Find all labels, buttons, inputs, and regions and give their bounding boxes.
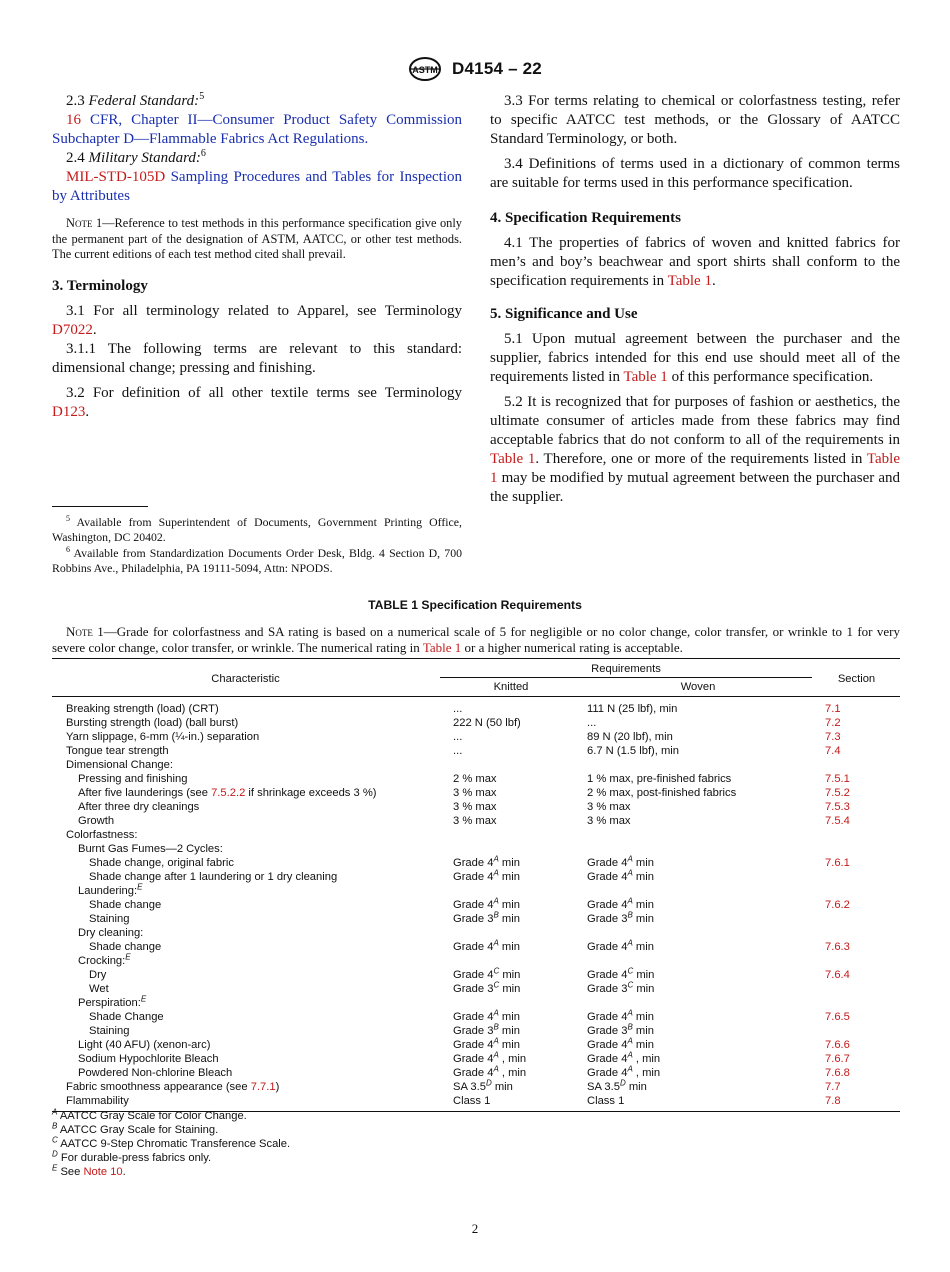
section-3-1: 3.1 For all terminology related to Apparel, see Terminology D7022.	[52, 302, 462, 338]
footnotes	[52, 506, 462, 577]
section-3-2: 3.2 For definition of all other textile terms see Terminology D123.	[52, 384, 462, 420]
cfr-title-link[interactable]: CFR, Chapter II—Consumer Product Safety Commission Subchapter D—Flammable Fabrics Act Regulations.	[52, 112, 463, 147]
left-column	[52, 92, 462, 422]
section-link[interactable]: 7.6.8	[825, 1067, 850, 1079]
table-row: Sodium Hypochlorite Bleach Grade $4^A$ , min Grade $4^A$ , min 7.6.7	[78, 1050, 850, 1065]
table-row: After five launderings (see 7.5.2.2 if shrinkage exceeds 3 %) 3 % max 2 % max, post-finished fabrics 7.5.2	[78, 787, 850, 799]
section-link[interactable]: 7.4	[825, 745, 841, 757]
table-row: Tongue tear strength ... 6.7 N (1.5 lbf), min 7.4	[66, 745, 841, 757]
d7022-link[interactable]: D7022	[52, 321, 93, 338]
header-knitted: Knitted	[439, 679, 583, 697]
table-row: Flammability Class 1 Class 1 7.8	[52, 1094, 900, 1112]
right-column	[490, 92, 900, 507]
table-footnote-b: $^B$ AATCC Gray Scale for Staining.	[52, 1121, 219, 1136]
section-link[interactable]: 7.5.2.2	[211, 787, 246, 799]
table-1-link[interactable]: Table 1	[667, 273, 712, 289]
table-row: Breaking strength (load) (CRT) ... 111 N (25 lbf), min 7.1	[66, 703, 841, 715]
table-row: Perspiration:$^E$	[78, 994, 147, 1009]
table-row: Pressing and finishing 2 % max 1 % max, pre-finished fabrics 7.5.1	[78, 773, 850, 785]
section-link[interactable]: 7.7.1	[250, 1081, 276, 1093]
table-row: Fabric smoothness appearance (see 7.7.1) SA $3.5^D$ min SA $3.5^D$ min 7.7	[66, 1078, 841, 1093]
document-id: D4154 – 22	[452, 59, 542, 78]
section-link[interactable]: 7.7	[825, 1081, 841, 1093]
table-row: Shade change Grade $4^A$ min Grade $4^A$ min 7.6.2	[89, 896, 850, 911]
table-row: Colorfastness:	[66, 829, 138, 841]
section-2-4-heading: 2.4 Military Standard:$^6$	[66, 148, 206, 166]
table-row: Dimensional Change:	[66, 759, 173, 771]
header-characteristic: Characteristic	[52, 659, 439, 697]
note-10-link[interactable]: Note 10	[83, 1166, 123, 1178]
d123-link[interactable]: D123	[52, 403, 86, 420]
table-row: Burnt Gas Fumes—2 Cycles:	[78, 843, 223, 855]
table-row: Growth 3 % max 3 % max 7.5.4	[78, 815, 850, 827]
mil-std-title-link[interactable]: Sampling Procedures and Tables for Inspection by Attributes	[52, 169, 462, 204]
section-5-1: 5.1 Upon mutual agreement between the purchaser and the supplier, fabrics intended for this end use should meet all of the requirements listed in Table 1 of this performance specification.	[490, 331, 900, 385]
section-2-3-heading: 2.3 Federal Standard:$^5$	[66, 91, 205, 109]
section-link[interactable]: 7.5.2	[825, 787, 850, 799]
section-link[interactable]: 7.5.3	[825, 801, 850, 813]
table-row: Powdered Non-chlorine Bleach Grade $4^A$ , min Grade $4^A$ , min 7.6.8	[78, 1064, 850, 1079]
section-link[interactable]: 7.3	[825, 731, 841, 743]
header-section: Section	[813, 659, 900, 697]
table-row: Dry Grade $4^C$ min Grade $4^C$ min 7.6.4	[89, 966, 850, 981]
table-row: Staining Grade $3^B$ min Grade $3^B$ min	[89, 910, 654, 925]
table-1-link[interactable]: Table 1	[490, 451, 900, 486]
section-4-heading: 4. Specification Requirements	[490, 210, 681, 226]
mil-std-reference	[52, 168, 462, 206]
note-1: Note 1—Reference to test methods in this performance specification give only the permanent part of the designation of ASTM, AATCC, or other test methods. The current editions of each test method cited shall prevail.	[52, 216, 462, 262]
section-link[interactable]: 7.6.7	[825, 1053, 850, 1065]
table-row: Shade Change Grade $4^A$ min Grade $4^A$ min 7.6.5	[89, 1008, 850, 1023]
table-footnotes	[52, 1109, 290, 1179]
table-row: Yarn slippage, 6-mm (¼-in.) separation ... 89 N (20 lbf), min 7.3	[66, 731, 841, 743]
section-link[interactable]: 7.8	[825, 1095, 841, 1107]
table-row: Bursting strength (load) (ball burst) 222 N (50 lbf) ... 7.2	[66, 717, 841, 729]
specification-table	[52, 658, 900, 1112]
section-link[interactable]: 7.6.1	[825, 857, 850, 869]
section-5-heading: 5. Significance and Use	[490, 306, 638, 322]
table-row: Staining Grade $3^B$ min Grade $3^B$ min	[89, 1022, 654, 1037]
section-link[interactable]: 7.6.3	[825, 941, 850, 953]
mil-std-code-link[interactable]: MIL-STD-105D	[66, 169, 166, 185]
section-3-heading: 3. Terminology	[52, 277, 148, 294]
section-link[interactable]: 7.1	[825, 703, 841, 715]
section-link[interactable]: 7.5.1	[825, 773, 850, 785]
table-row: Laundering:$^E$	[78, 882, 143, 897]
table-footnote-e: $^E$ See Note 10.	[52, 1163, 126, 1178]
table-row: Shade change, original fabric Grade $4^A$ min Grade $4^A$ min 7.6.1	[89, 854, 850, 869]
table-footnote-a: $^A$ AATCC Gray Scale for Color Change.	[52, 1107, 247, 1122]
table-row: Dry cleaning:	[78, 927, 144, 939]
section-link[interactable]: 7.6.6	[825, 1039, 850, 1051]
footnote-5: $^5$ Available from Superintendent of Documents, Government Printing Office, Washington, DC 20402.	[52, 514, 462, 544]
section-3-3: 3.3 For terms relating to chemical or colorfastness testing, refer to specific AATCC test methods, or the Glossary of AATCC Standard Terminology, or both.	[490, 93, 900, 147]
table-title: TABLE 1 Specification Requirements	[368, 598, 582, 612]
table-1-link[interactable]: Table 1	[490, 451, 536, 467]
table-row: After three dry cleanings 3 % max 3 % max 7.5.3	[78, 801, 850, 813]
table-row: Light (40 AFU) (xenon-arc) Grade $4^A$ min Grade $4^A$ min 7.6.6	[78, 1036, 850, 1051]
section-link[interactable]: 7.5.4	[825, 815, 850, 827]
table-footnote-c: $^C$ AATCC 9-Step Chromatic Transference Scale.	[52, 1135, 291, 1150]
table-row: Crocking:$^E$	[78, 952, 131, 967]
cfr-code-link[interactable]: 16	[66, 112, 81, 128]
section-link[interactable]: 7.6.4	[825, 969, 850, 981]
section-3-1-1: 3.1.1 The following terms are relevant to this standard: dimensional change; pressing and finishing.	[52, 340, 462, 376]
header-woven: Woven	[583, 679, 813, 697]
cfr-reference	[52, 111, 462, 149]
svg-text:ASTM: ASTM	[412, 65, 438, 75]
section-3-4: 3.4 Definitions of terms used in a dictionary of common terms are suitable for terms used in this performance specification.	[490, 156, 900, 191]
table-row: Shade change Grade $4^A$ min Grade $4^A$ min 7.6.3	[89, 938, 850, 953]
section-5-2: 5.2 It is recognized that for purposes of fashion or aesthetics, the ultimate consumer of articles made from these fabrics may find acceptable fabrics that do not conform to all of the requirements in Table 1. Therefore, one or more of the requirements listed in Table 1 may be modified by mutual agreement between the purchaser and the supplier.	[490, 394, 900, 505]
table-note: Note 1—Grade for colorfastness and SA rating is based on a numerical scale of 5 for negligible or no color change, color transfer, or wrinkle to 1 for very severe color change, color transfer, or wrinkle. The numerical rating in Table 1 or a higher numerical rating is acceptable.	[52, 624, 900, 655]
astm-logo-icon	[408, 56, 442, 82]
table-1-link[interactable]: Table 1	[623, 369, 668, 385]
footnote-6: $^6$ Available from Standardization Documents Order Desk, Bldg. 4 Section D, 700 Robbins Ave., Philadelphia, PA 19111-5094, Attn: NPODS.	[52, 545, 462, 575]
section-4-1: 4.1 The properties of fabrics of woven and knitted fabrics for men’s and boy’s beachwear and sport shirts shall conform to the specification requirements in Table 1.	[490, 235, 900, 289]
footnote-divider	[52, 506, 148, 507]
page-header	[0, 56, 950, 82]
page-number: 2	[471, 1221, 479, 1236]
table-1-link[interactable]: Table 1	[422, 640, 462, 655]
table-row: Shade change after 1 laundering or 1 dry cleaning Grade $4^A$ min Grade $4^A$ min	[89, 868, 654, 883]
section-link[interactable]: 7.2	[825, 717, 841, 729]
table-footnote-d: $^D$ For durable-press fabrics only.	[52, 1149, 212, 1164]
header-requirements: Requirements	[439, 659, 813, 680]
section-link[interactable]: 7.6.5	[825, 1011, 850, 1023]
table-row: Wet Grade $3^C$ min Grade $3^C$ min	[89, 980, 655, 995]
section-link[interactable]: 7.6.2	[825, 899, 850, 911]
